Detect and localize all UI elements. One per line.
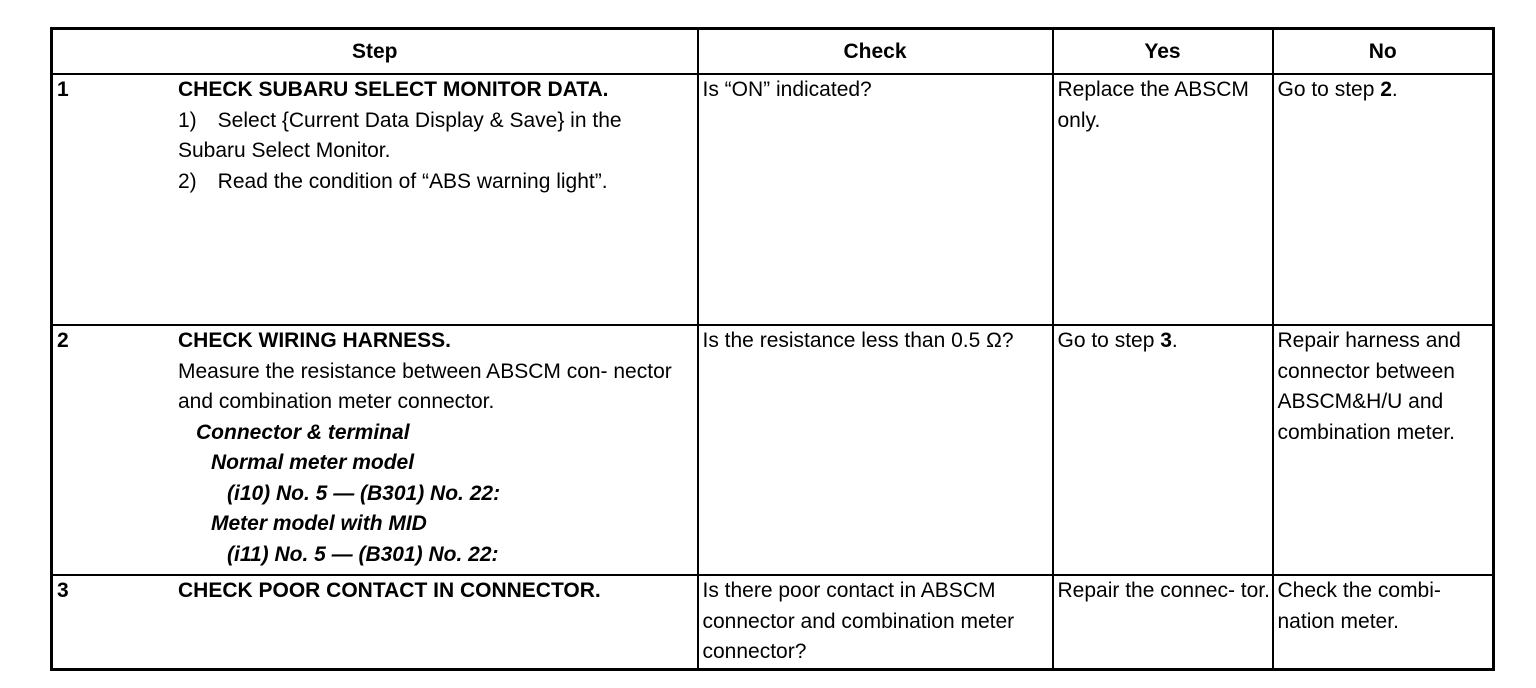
step-body <box>178 576 697 607</box>
spec-label: Meter model with MID <box>211 512 427 535</box>
step-cell <box>52 575 698 670</box>
diagnostic-table <box>50 27 1495 671</box>
spec-value: (i10) No. 5 — (B301) No. 22: <box>227 481 501 505</box>
step-instruction: 2) Read the condition of “ABS warning light”. <box>178 169 608 193</box>
step-body <box>178 326 697 570</box>
header-yes: Yes <box>1053 29 1273 75</box>
step-title: CHECK POOR CONTACT IN CONNECTOR. <box>178 579 601 602</box>
check-cell: Is there poor contact in ABSCM connector and combination meter connector? <box>698 575 1053 670</box>
no-text: Go to step <box>1277 78 1381 101</box>
no-cell: Check the combi- nation meter. <box>1273 575 1494 670</box>
step-number: 2 <box>57 329 69 352</box>
header-step: Step <box>52 29 698 75</box>
step-instruction: Measure the resistance between ABSCM con- nector and combination meter connector. <box>178 359 672 413</box>
header-check: Check <box>698 29 1053 75</box>
table-row <box>52 575 1494 670</box>
step-number: 3 <box>57 579 69 602</box>
spec-label: Normal meter model <box>211 451 415 474</box>
table-row <box>52 325 1494 575</box>
no-text-suffix: . <box>1391 78 1398 101</box>
yes-cell <box>1053 325 1273 575</box>
step-number: 1 <box>57 78 69 101</box>
step-reference: 3 <box>1160 329 1172 352</box>
check-cell: Is the resistance less than 0.5 Ω? <box>698 325 1053 575</box>
yes-text: Go to step <box>1057 329 1161 352</box>
step-reference: 2 <box>1380 78 1392 101</box>
step-title: CHECK SUBARU SELECT MONITOR DATA. <box>178 78 609 101</box>
step-cell <box>52 74 698 325</box>
yes-cell: Repair the connec- tor. <box>1053 575 1273 670</box>
no-cell <box>1273 74 1494 325</box>
header-row <box>52 29 1494 75</box>
header-no: No <box>1273 29 1494 75</box>
step-body <box>178 75 697 197</box>
yes-cell: Replace the ABSCM only. <box>1053 74 1273 325</box>
spec-heading: Connector & terminal <box>196 420 410 444</box>
table-row <box>52 74 1494 325</box>
yes-text-suffix: . <box>1171 329 1178 352</box>
step-instruction: 1) Select {Current Data Display & Save} in the Subaru Select Monitor. <box>178 108 622 162</box>
spec-value: (i11) No. 5 — (B301) No. 22: <box>227 542 499 566</box>
no-cell: Repair harness and connector between ABSCM&H/U and combination meter. <box>1273 325 1494 575</box>
check-cell: Is “ON” indicated? <box>698 74 1053 325</box>
step-cell <box>52 325 698 575</box>
step-title: CHECK WIRING HARNESS. <box>178 329 452 352</box>
